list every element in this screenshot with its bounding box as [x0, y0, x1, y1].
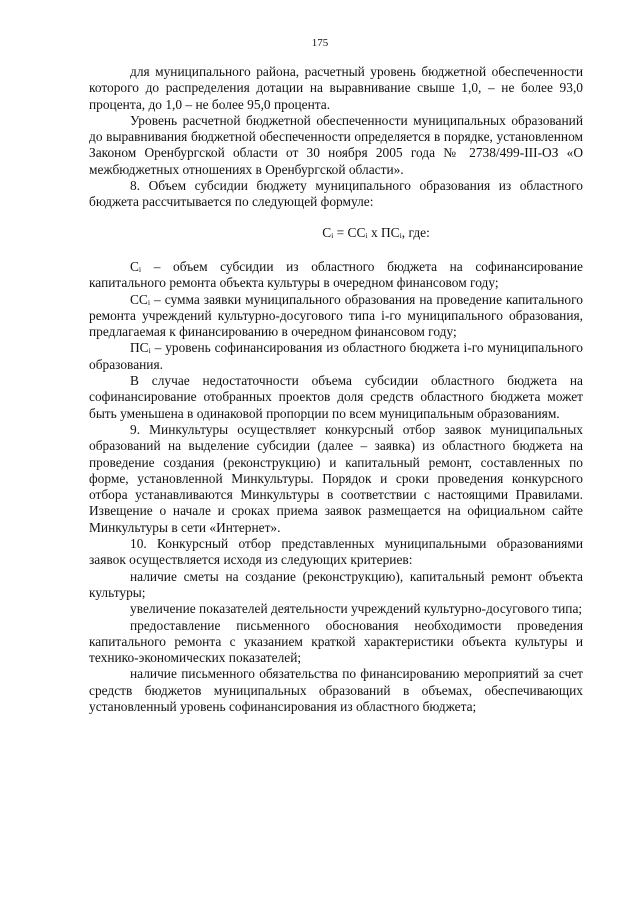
- criterion-performance: увеличение показателей деятельности учреждений культурно-досугового типа;: [130, 601, 583, 617]
- criterion-obligation: наличие письменного обязательства по финансированию мероприятий за счет средств бюджетов муниципальных образований в объемах, обеспечивающих установленный уровень софинансирования из областного бюджета;: [89, 666, 583, 714]
- paragraph-item-8: 8. Объем субсидии бюджету муниципального образования из областного бюджета рассчитывается по следующей формуле:: [89, 178, 583, 210]
- paragraph-item-10: 10. Конкурсный отбор представленных муниципальными образованиями заявок осуществляется исходя из следующих критериев:: [89, 536, 583, 568]
- paragraph-insufficient-subsidy: В случае недостаточности объема субсидии областного бюджета на софинансирование отобранных проектов доля средств областного бюджета может быть уменьшена в одинаковой пропорции по всем муниципальным образованиям.: [89, 373, 583, 421]
- criterion-estimate: наличие сметы на создание (реконструкцию), капитальный ремонт объекта культуры;: [89, 568, 583, 600]
- paragraph-item-9: 9. Минкультуры осуществляет конкурсный отбор заявок муниципальных образований на выделение субсидии (далее – заявка) из областного бюджета на проведение создания (реконструкцию) и капитальный ремонт, составленных по форме, установленной Минкультуры. Порядок и сроки проведения конкурсного отбора устанавливаются Минкультуры в соответствии с настоящими Правилами. Извещение о начале и сроках приема заявок размещается на официальном сайте Минкультуры в сети «Интернет».: [89, 421, 583, 535]
- paragraph-ci-definition: Cᵢ – объем субсидии из областного бюджета на софинансирование капитального ремонта объекта культуры в очередном финансовом году;: [89, 258, 583, 291]
- paragraph-municipal-district: для муниципального района, расчетный уровень бюджетной обеспеченности которого до распределения дотации на выравнивание свыше 1,0, – не более 93,0 процента, до 1,0 – не более 95,0 процента.: [89, 64, 583, 112]
- paragraph-cci-definition: CCᵢ – сумма заявки муниципального образования на проведение капитального ремонта учреждений культурно-досугового типа i-го муниципального образования, предлагаемая к финансированию в очередном финансовом году;: [89, 291, 583, 340]
- page-number: 175: [311, 37, 329, 49]
- document-body: [89, 64, 583, 715]
- paragraph-pci-definition: ПCᵢ – уровень софинансирования из областного бюджета i-го муниципального образования.: [89, 340, 583, 372]
- criterion-justification: предоставление письменного обоснования необходимости проведения капитального ремонта с указанием краткой характеристики объекта культуры и технико-экономических показателей;: [89, 617, 583, 666]
- subsidy-formula: Cᵢ = CCᵢ x ПCᵢ, где:: [322, 224, 430, 240]
- paragraph-budget-sufficiency: Уровень расчетной бюджетной обеспеченности муниципальных образований до выравнивания бюджетной обеспеченности определяется в порядке, установленном Законом Оренбургской области от 30 ноября 2005 года № 2738/499-III-ОЗ «О межбюджетных отношениях в Оренбургской области».: [89, 112, 583, 177]
